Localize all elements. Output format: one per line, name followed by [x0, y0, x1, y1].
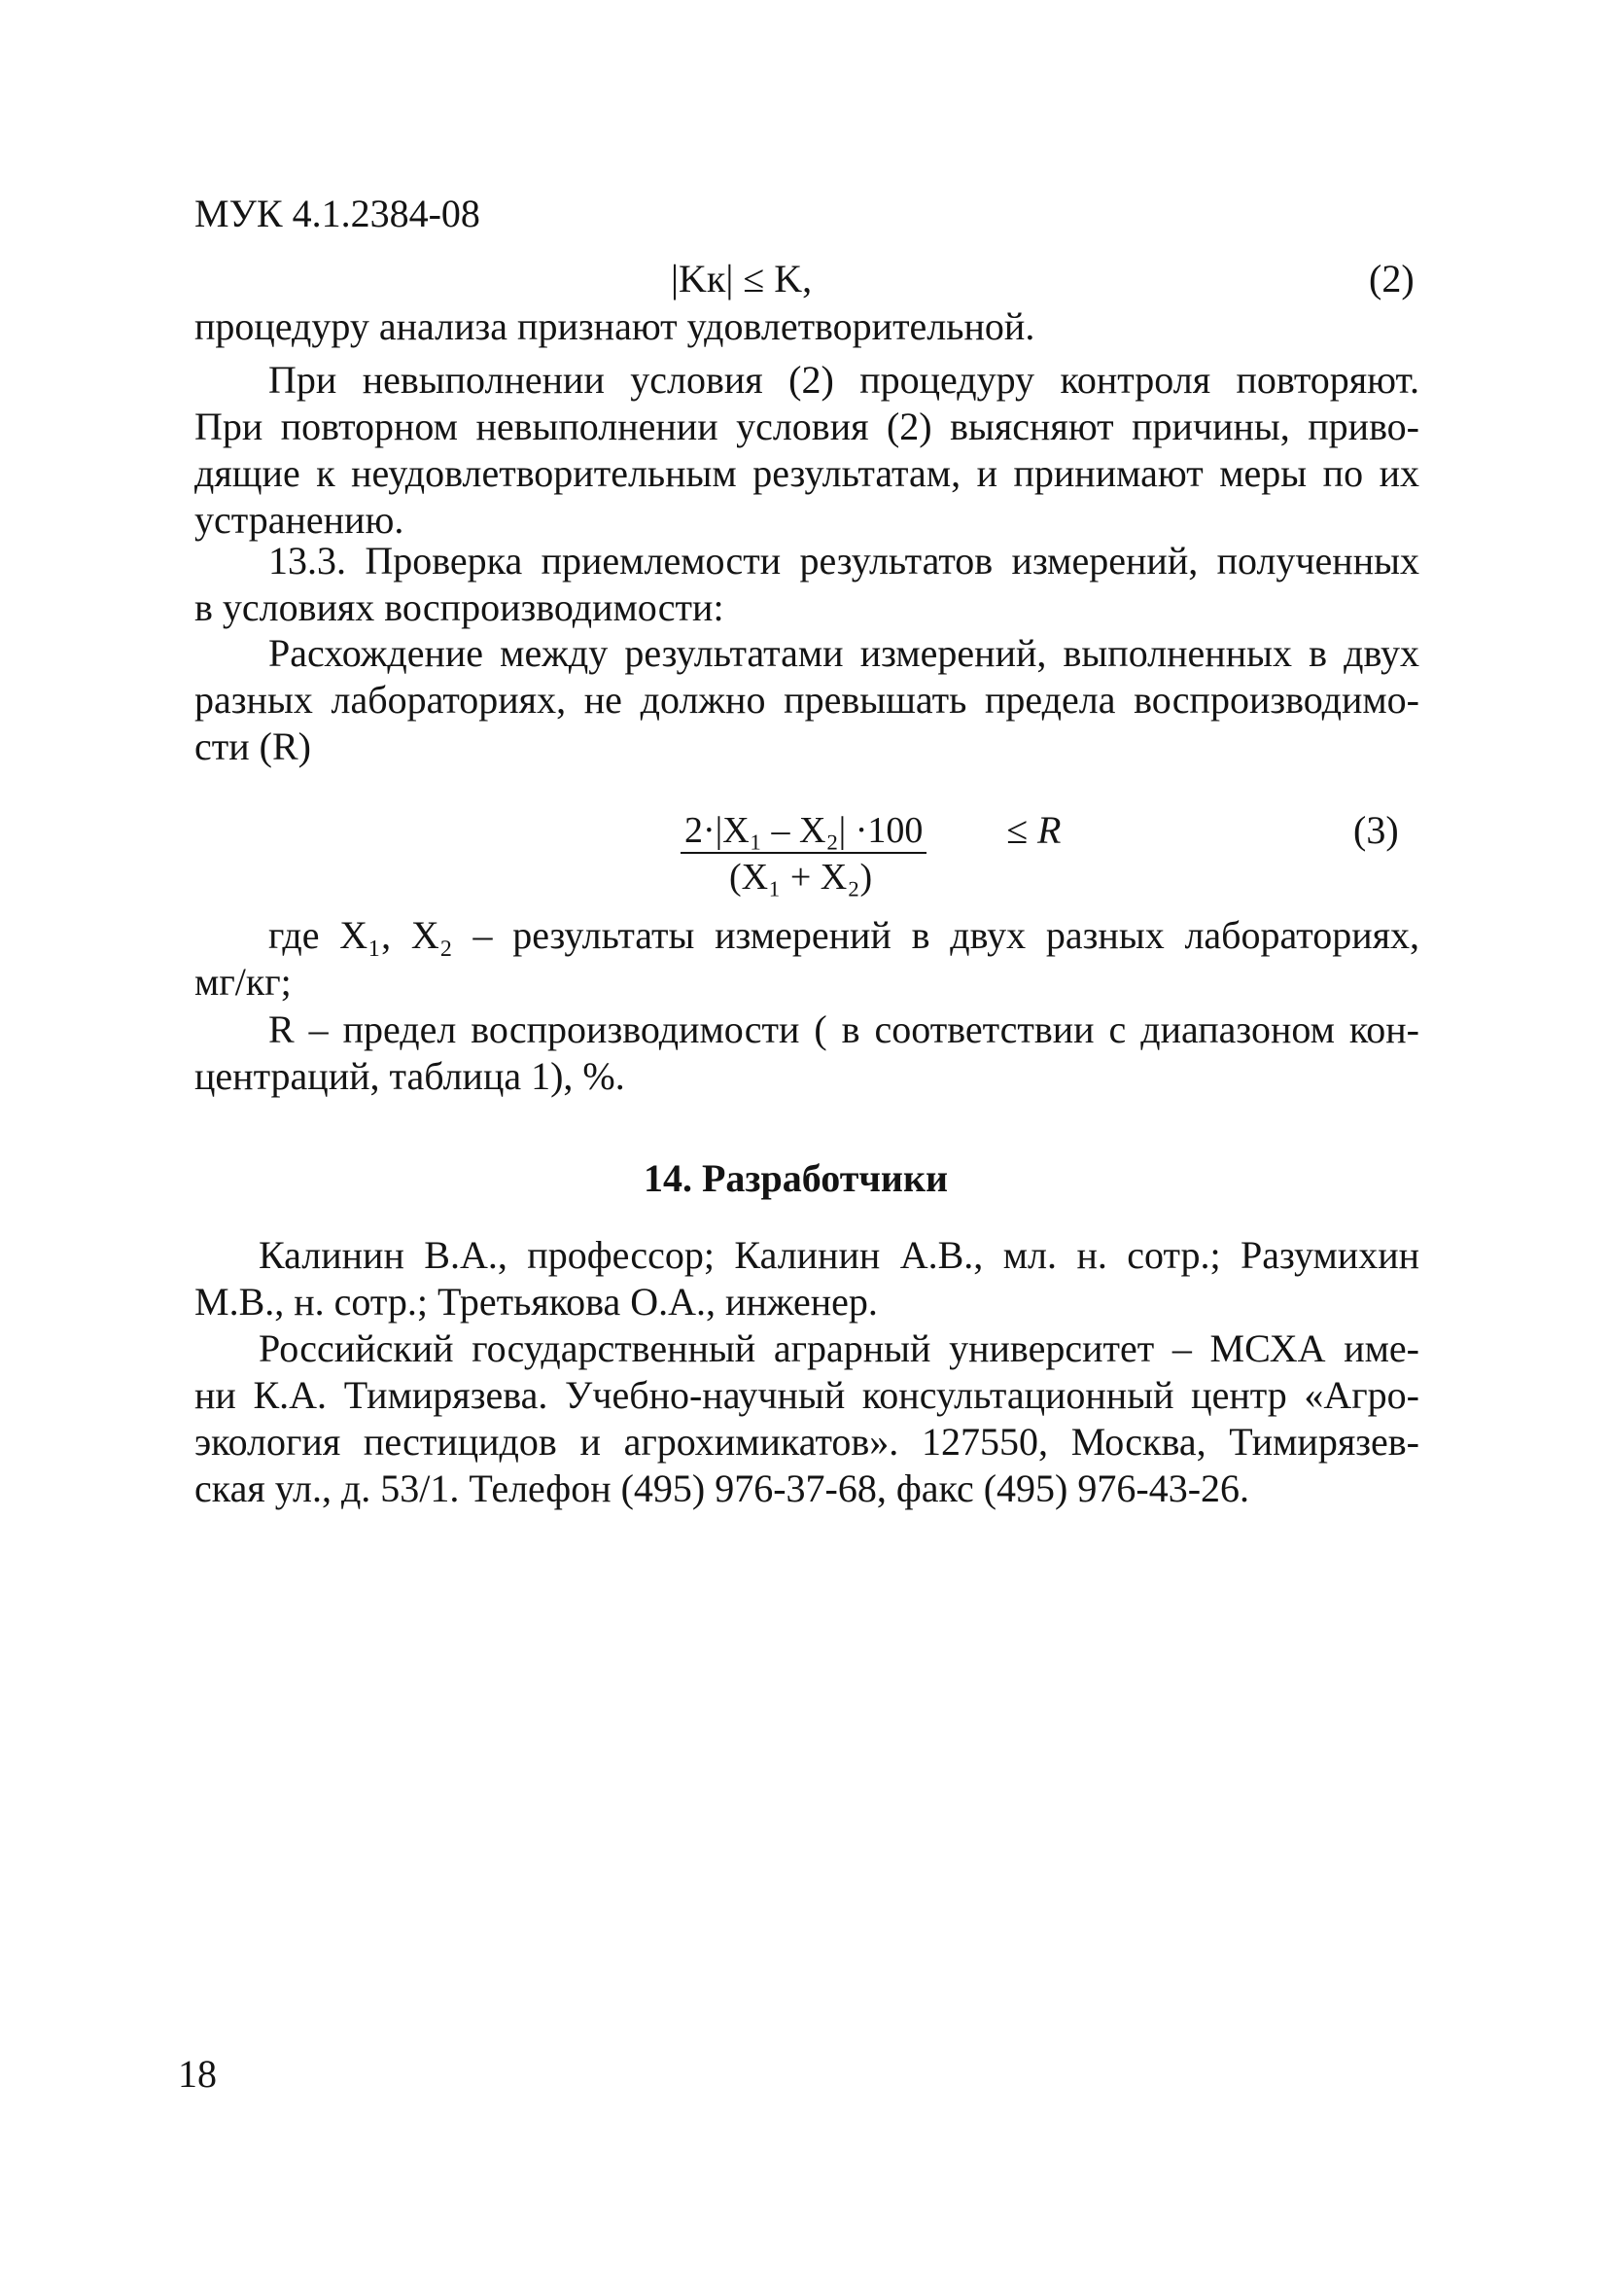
text-line: сти (R) — [194, 724, 311, 768]
formula-2-number: (2) — [1369, 257, 1415, 300]
text-line: мг/кг; — [194, 960, 292, 1004]
section-heading: 14. Разработчики — [644, 1156, 949, 1200]
formula-3-denominator: (X₁ + X₂) — [729, 857, 873, 898]
formula-3-number: (3) — [1353, 808, 1399, 852]
text-line: процедуру анализа признают удовлетворительной. — [194, 304, 1035, 348]
text-line: в условиях воспроизводимости: — [194, 585, 724, 629]
formula-2: |Kк| ≤ K, — [671, 257, 813, 300]
text-line: 13.3. Проверка приемлемости результатов измерений, полученных — [268, 539, 1419, 583]
text-line: R – предел воспроизводимости ( в соответствии с диапазоном кон- — [268, 1007, 1419, 1051]
text-line: Калинин В.А., профессор; Калинин А.В., мл. н. сотр.; Разумихин — [259, 1233, 1419, 1277]
text-line: При невыполнении условия (2) процедуру контроля повторяют. — [268, 358, 1419, 402]
text-line: экология пестицидов и агрохимикатов». 127550, Москва, Тимирязев- — [194, 1420, 1419, 1464]
text-line: где X₁, X₂ – результаты измерений в двух разных лабораториях, — [268, 913, 1419, 957]
document-code: МУК 4.1.2384-08 — [194, 192, 480, 235]
text-line: ская ул., д. 53/1. Телефон (495) 976-37-68, факс (495) 976-43-26. — [194, 1466, 1250, 1510]
text-line: устранению. — [194, 498, 404, 542]
text-line: Российский государственный аграрный университет – МСХА име- — [259, 1326, 1419, 1370]
text-line: разных лабораториях, не должно превышать предела воспроизводимо- — [194, 678, 1419, 722]
text-line: центраций, таблица 1), %. — [194, 1054, 625, 1098]
page-number: 18 — [178, 2052, 217, 2096]
text-line: дящие к неудовлетворительным результатам, и принимают меры по их — [194, 451, 1419, 495]
text-line: При повторном невыполнении условия (2) выясняют причины, приво- — [194, 405, 1419, 448]
formula-3-rhs: ≤ R — [1006, 808, 1062, 852]
text-line: М.В., н. сотр.; Третьякова О.А., инженер. — [194, 1280, 878, 1324]
formula-3-numerator: 2·|X₁ – X₂| ·100 — [681, 809, 926, 854]
text-line: Расхождение между результатами измерений, выполненных в двух — [268, 631, 1419, 675]
text-line: ни К.А. Тимирязева. Учебно-научный консультационный центр «Агро- — [194, 1373, 1419, 1417]
